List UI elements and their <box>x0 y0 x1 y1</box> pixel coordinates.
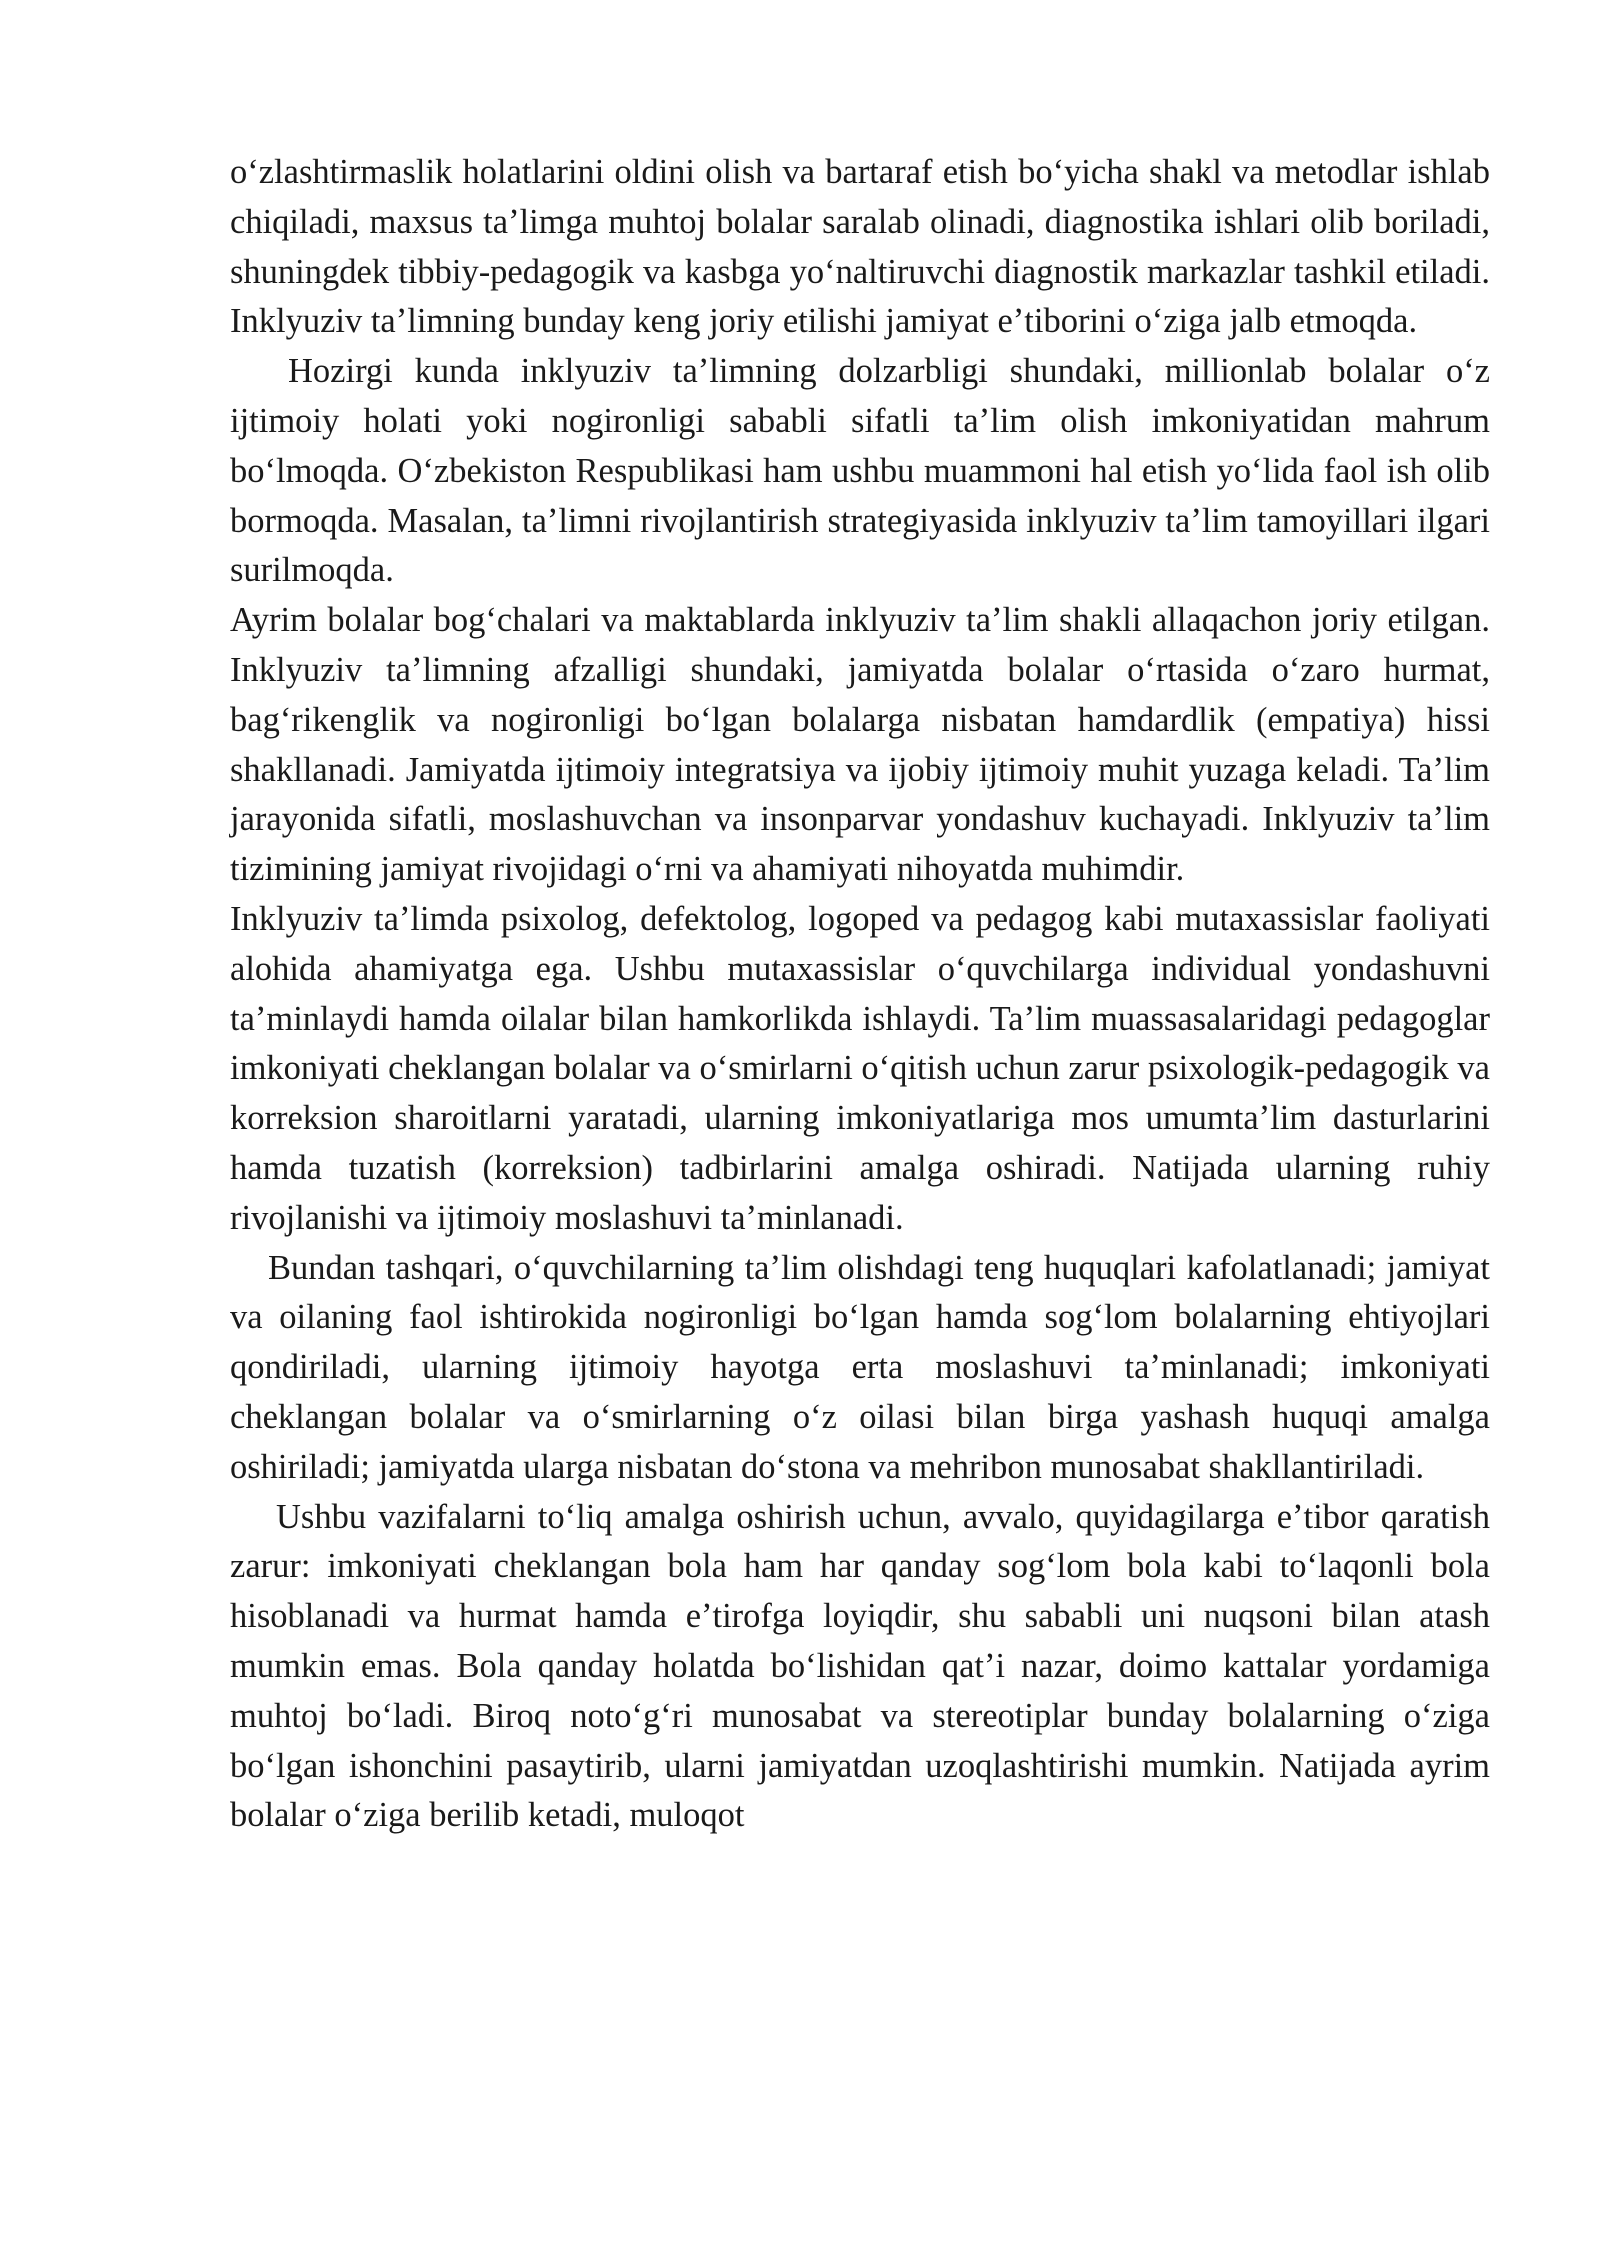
paragraph-1: oʻzlashtirmaslik holatlarini oldini olish va bartaraf etish boʻyicha shakl va metodlar ishlab chiqiladi, maxsus taʼlimga muhtoj bolalar saralab olinadi, diagnostika ishlari olib boriladi, shuningdek tibbiy-pedagogik va kasbga yoʻnaltiruvchi diagnostik markazlar tashkil etiladi. Inklyuziv taʼlimning bunday keng joriy etilishi jamiyat eʼtiborini oʻziga jalb etmoqda. <box>230 153 1490 341</box>
paragraph-5: Bundan tashqari, oʻquvchilarning taʼlim olishdagi teng huquqlari kafolatlanadi; jamiyat va oilaning faol ishtirokida nogironligi boʻlgan hamda sogʻlom bolalarning ehtiyojlari qondiriladi, ularning ijtimoiy hayotga erta moslashuvi taʼminlanadi; imkoniyati cheklangan bolalar va oʻsmirlarning oʻz oilasi bilan birga yashash huquqi amalga oshiriladi; jamiyatda ularga nisbatan doʻstona va mehribon munosabat shakllantiriladi. <box>230 1248 1490 1486</box>
paragraph-2: Hozirgi kunda inklyuziv taʼlimning dolzarbligi shundaki, millionlab bolalar oʻz ijtimoiy holati yoki nogironligi sababli sifatli taʼlim olish imkoniyatidan mahrum boʻlmoqda. Oʻzbekiston Respublikasi ham ushbu muammoni hal etish yoʻlida faol ish olib bormoqda. Masalan, taʼlimni rivojlantirish strategiyasida inklyuziv taʼlim tamoyillari ilgari surilmoqda. <box>230 352 1490 590</box>
paragraph-3: Ayrim bolalar bogʻchalari va maktablarda inklyuziv taʼlim shakli allaqachon joriy etilgan. Inklyuziv taʼlimning afzalligi shundaki, jamiyatda bolalar oʻrtasida oʻzaro hurmat, bagʻrikenglik va nogironligi boʻlgan bolalarga nisbatan hamdardlik (empatiya) hissi shakllanadi. Jamiyatda ijtimoiy integratsiya va ijobiy ijtimoiy muhit yuzaga keladi. Taʼlim jarayonida sifatli, moslashuvchan va insonparvar yondashuv kuchayadi. Inklyuziv taʼlim tizimining jamiyat rivojidagi oʻrni va ahamiyati nihoyatda muhimdir. <box>230 601 1490 889</box>
paragraph-6: Ushbu vazifalarni toʻliq amalga oshirish uchun, avvalo, quyidagilarga eʼtibor qaratish zarur: imkoniyati cheklangan bola ham har qanday sogʻlom bola kabi toʻlaqonli bola hisoblanadi va hurmat hamda eʼtirofga loyiqdir, shu sababli uni nuqsoni bilan atash mumkin emas. Bola qanday holatda boʻlishidan qatʼi nazar, doimo kattalar yordamiga muhtoj boʻladi. Biroq notoʻgʻri munosabat va stereotiplar bunday bolalarning oʻziga boʻlgan ishonchini pasaytirib, ularni jamiyatdan uzoqlashtirishi mumkin. Natijada ayrim bolalar oʻziga berilib ketadi, muloqot <box>230 1497 1490 1835</box>
paragraph-4: Inklyuziv taʼlimda psixolog, defektolog, logoped va pedagog kabi mutaxassislar faoliyati alohida ahamiyatga ega. Ushbu mutaxassislar oʻquvchilarga individual yondashuvni taʼminlaydi hamda oilalar bilan hamkorlikda ishlaydi. Taʼlim muassasalaridagi pedagoglar imkoniyati cheklangan bolalar va oʻsmirlarni oʻqitish uchun zarur psixologik-pedagogik va korreksion sharoitlarni yaratadi, ularning imkoniyatlariga mos umumtaʼlim dasturlarini hamda tuzatish (korreksion) tadbirlarini amalga oshiradi. Natijada ularning ruhiy rivojlanishi va ijtimoiy moslashuvi taʼminlanadi. <box>230 899 1490 1237</box>
document-page <box>230 148 1490 1841</box>
